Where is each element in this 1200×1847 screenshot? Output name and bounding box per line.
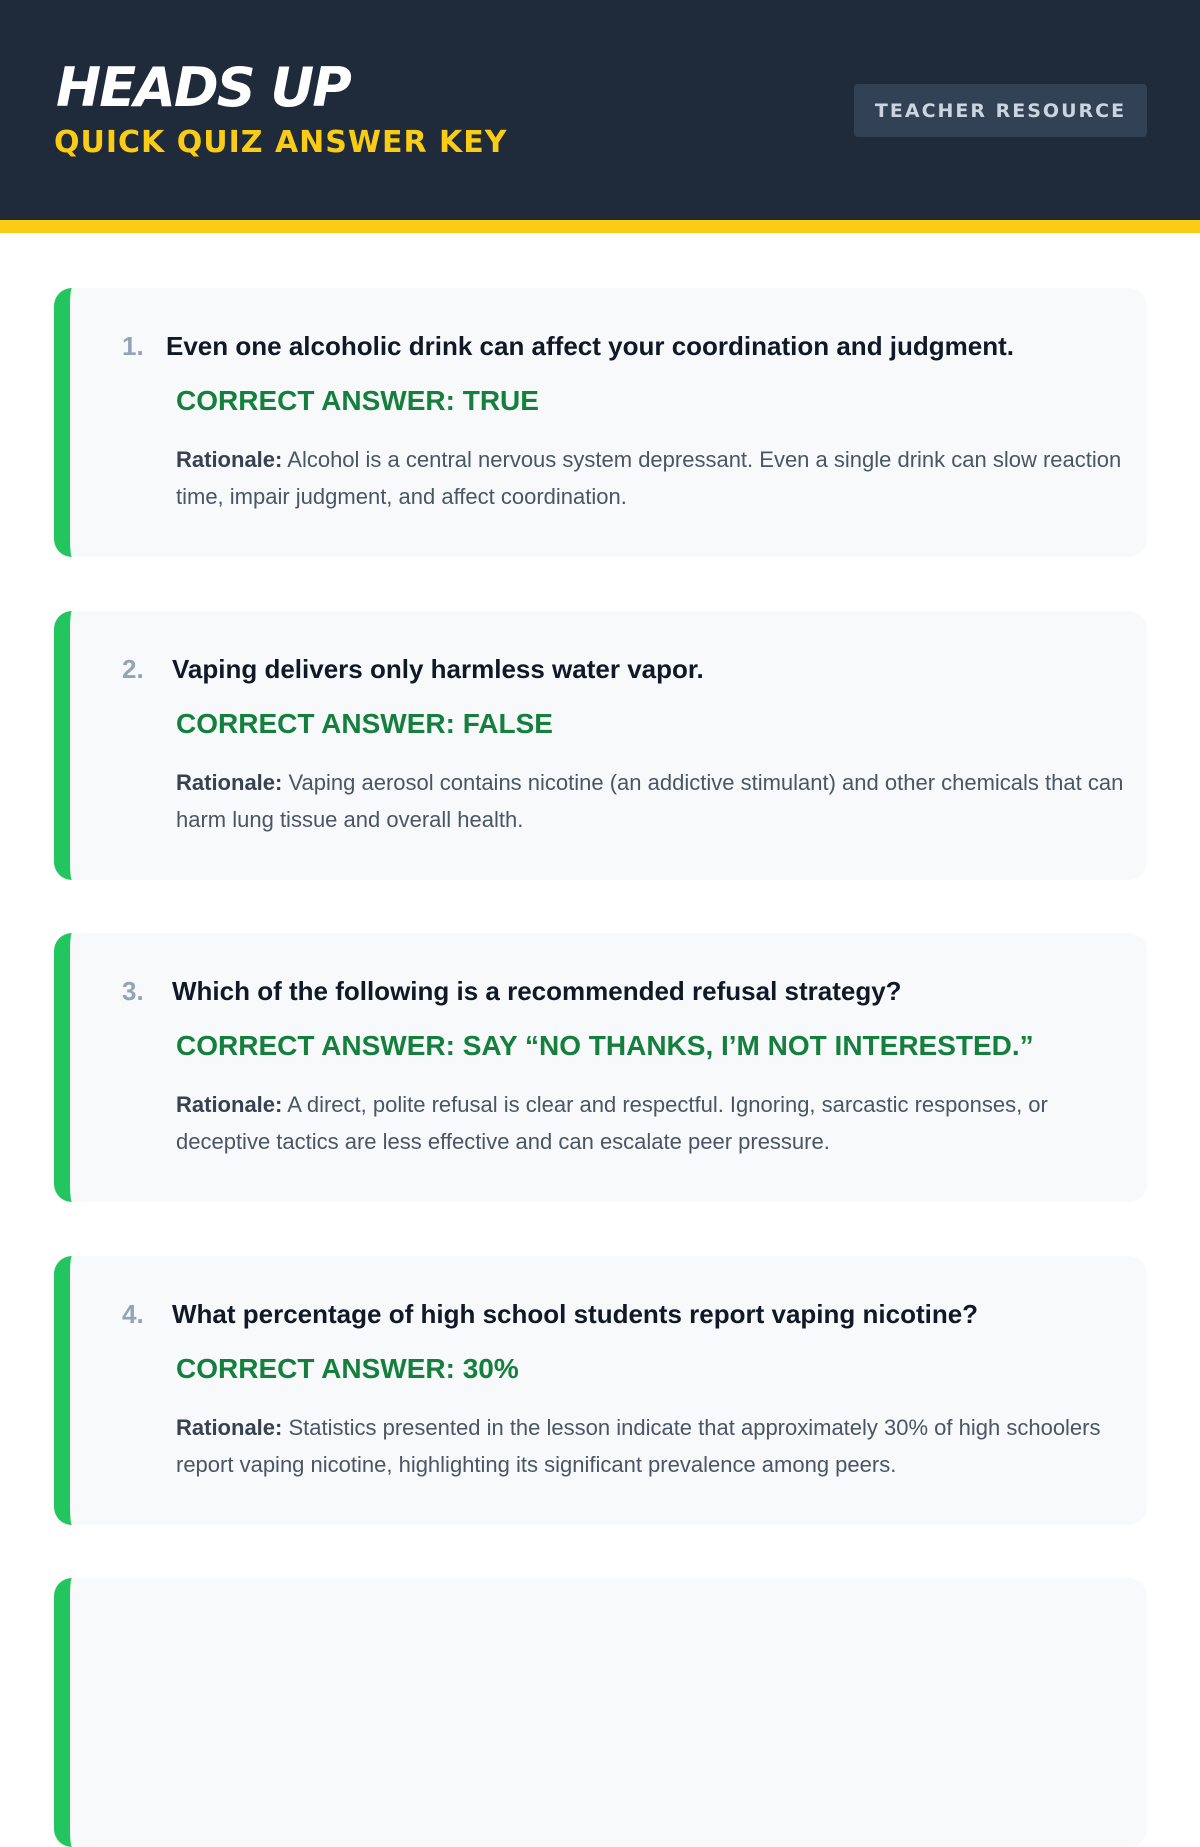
- question-text: Which of the following is a recommended refusal strategy?: [172, 976, 902, 1006]
- rationale: [176, 1409, 1126, 1483]
- correct-answer: CORRECT ANSWER: SAY “NO THANKS, I’M NOT INTERESTED.”: [176, 1030, 1034, 1061]
- quiz-card-4: [54, 1256, 1147, 1525]
- page-subtitle: QUICK QUIZ ANSWER KEY: [54, 125, 508, 160]
- rationale-text: Statistics presented in the lesson indicate that approximately 30% of high schoolers report vaping nicotine, highlighting its significant prevalence among peers.: [176, 1415, 1101, 1477]
- rationale-label: Rationale:: [176, 447, 283, 472]
- brand-logo-text: HEADS UP: [56, 56, 350, 119]
- page-header: [0, 0, 1200, 220]
- quiz-card-3: [54, 933, 1147, 1202]
- rationale-text: A direct, polite refusal is clear and respectful. Ignoring, sarcastic responses, or deceptive tactics are less effective and can escalate peer pressure.: [176, 1092, 1048, 1154]
- quiz-card-1: [54, 288, 1147, 557]
- rationale: [176, 764, 1126, 838]
- rationale: [176, 1086, 1126, 1160]
- rationale-label: Rationale:: [176, 1092, 283, 1117]
- question-number: 2.: [122, 654, 144, 684]
- header-accent-bar: [0, 220, 1200, 233]
- quiz-card-5-partial: [54, 1578, 1147, 1847]
- question-number: 1.: [122, 331, 144, 361]
- question-text: Vaping delivers only harmless water vapor.: [172, 654, 704, 684]
- rationale-label: Rationale:: [176, 1415, 283, 1440]
- correct-answer: CORRECT ANSWER: TRUE: [176, 385, 539, 416]
- teacher-resource-badge: TEACHER RESOURCE: [854, 84, 1147, 137]
- question-number: 3.: [122, 976, 144, 1006]
- correct-answer: CORRECT ANSWER: 30%: [176, 1353, 519, 1384]
- question-text: Even one alcoholic drink can affect your coordination and judgment.: [166, 331, 1015, 361]
- rationale-text: Vaping aerosol contains nicotine (an addictive stimulant) and other chemicals that can harm lung tissue and overall health.: [176, 770, 1124, 832]
- question-number: 4.: [122, 1299, 144, 1329]
- question-text: What percentage of high school students report vaping nicotine?: [172, 1299, 979, 1329]
- correct-answer: CORRECT ANSWER: FALSE: [176, 708, 553, 739]
- quiz-card-2: [54, 611, 1147, 880]
- rationale-text: Alcohol is a central nervous system depressant. Even a single drink can slow reaction time, impair judgment, and affect coordination.: [176, 447, 1122, 509]
- rationale-label: Rationale:: [176, 770, 283, 795]
- rationale: [176, 441, 1126, 515]
